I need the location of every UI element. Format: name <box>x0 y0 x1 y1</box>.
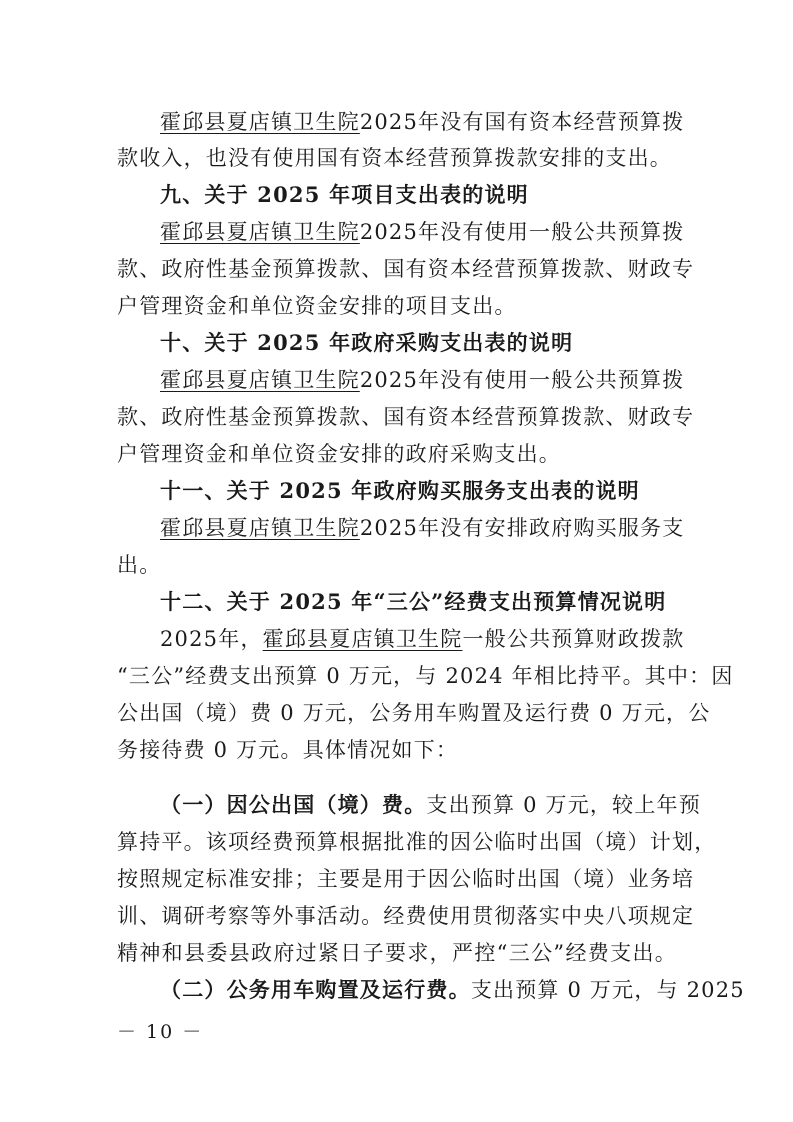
paragraph-10-line-3: 户管理资金和单位资金安排的政府采购支出。 <box>117 442 561 466</box>
subsection-1-line-2: 算持平。该项经费预算根据批准的因公临时出国（境）计划， <box>117 830 717 854</box>
paragraph-9-line-2: 款、政府性基金预算拨款、国有资本经营预算拨款、财政专 <box>117 257 695 281</box>
subsection-2-title: （二）公务用车购置及运行费。 <box>160 977 471 1002</box>
subsection-1-line-5: 精神和县委县政府过紧日子要求，严控“三公”经费支出。 <box>117 941 677 965</box>
heading-12: 十二、关于 2025 年“三公”经费支出预算情况说明 <box>160 589 667 614</box>
heading-10: 十、关于 2025 年政府采购支出表的说明 <box>160 330 574 355</box>
paragraph-9-line-3: 户管理资金和单位资金安排的项目支出。 <box>117 294 517 318</box>
unit-name: 霍邱县夏店镇卫生院 <box>160 220 360 244</box>
unit-name: 霍邱县夏店镇卫生院 <box>262 627 463 651</box>
unit-name: 霍邱县夏店镇卫生院 <box>160 110 360 134</box>
paragraph-9-line-1: 霍邱县夏店镇卫生院2025年没有使用一般公共预算拨 <box>160 220 685 244</box>
paragraph-11-line-1: 霍邱县夏店镇卫生院2025年没有安排政府购买服务支 <box>160 516 685 540</box>
subsection-2-line-1: （二）公务用车购置及运行费。支出预算 0 万元，与 2025 <box>160 977 745 1002</box>
paragraph-11-line-2: 出。 <box>117 553 162 577</box>
page-number: － 10 － <box>117 1021 204 1043</box>
paragraph-12-line-2: “三公”经费支出预算 0 万元，与 2024 年相比持平。其中：因 <box>117 664 734 688</box>
subsection-1-line-3: 按照规定标准安排；主要是用于因公临时出国（境）业务培 <box>117 867 695 891</box>
subsection-1-line-1: （一）因公出国（境）费。支出预算 0 万元，较上年预 <box>160 792 701 817</box>
subsection-1-line-4: 训、调研考察等外事活动。经费使用贯彻落实中央八项规定 <box>117 904 695 928</box>
heading-11: 十一、关于 2025 年政府购买服务支出表的说明 <box>160 478 640 503</box>
unit-name: 霍邱县夏店镇卫生院 <box>160 516 360 540</box>
unit-name: 霍邱县夏店镇卫生院 <box>160 368 360 392</box>
paragraph-8-line-2: 款收入，也没有使用国有资本经营预算拨款安排的支出。 <box>117 146 672 170</box>
paragraph-8-line-1: 霍邱县夏店镇卫生院2025年没有国有资本经营预算拨 <box>160 110 685 134</box>
paragraph-12-line-1: 2025年，霍邱县夏店镇卫生院一般公共预算财政拨款 <box>160 627 685 651</box>
heading-9: 九、关于 2025 年项目支出表的说明 <box>160 182 529 207</box>
paragraph-12-line-3: 公出国（境）费 0 万元，公务用车购置及运行费 0 万元，公 <box>117 701 711 725</box>
subsection-1-title: （一）因公出国（境）费。 <box>160 792 427 817</box>
paragraph-10-line-1: 霍邱县夏店镇卫生院2025年没有使用一般公共预算拨 <box>160 368 685 392</box>
paragraph-10-line-2: 款、政府性基金预算拨款、国有资本经营预算拨款、财政专 <box>117 405 695 429</box>
paragraph-12-line-4: 务接待费 0 万元。具体情况如下： <box>117 738 459 762</box>
